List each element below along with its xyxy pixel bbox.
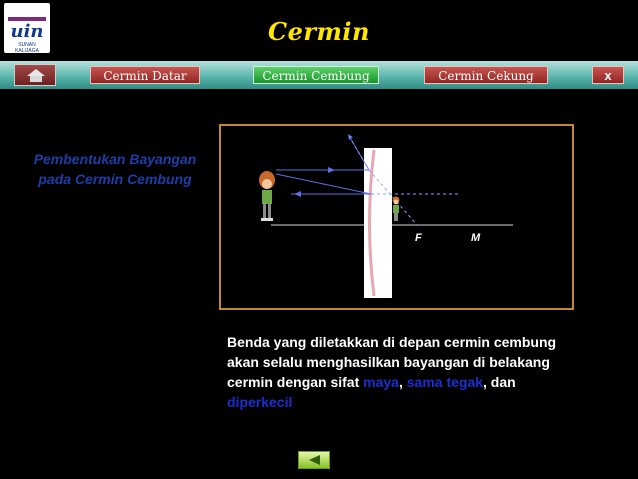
page-title: Cermin [268, 17, 370, 46]
description-main: Benda yang diletakkan di depan cermin cembung akan selalu menghasilkan bayangan di belakang cermin dengan sifat [227, 334, 557, 390]
back-button[interactable] [298, 451, 330, 469]
tab-cermin-cekung[interactable]: Cermin Cekung [424, 66, 548, 84]
focal-point-label: F [415, 232, 422, 244]
ray-diagram [221, 126, 572, 308]
home-button[interactable] [14, 64, 56, 86]
logo-subtext: SUNAN KALIJAGA [15, 42, 39, 54]
logo-text: uin [10, 21, 44, 42]
section-heading-line2: pada Cermin Cembung [38, 171, 192, 187]
close-button[interactable]: x [592, 66, 624, 84]
separator-1: , [398, 374, 407, 390]
property-sama-tegak: sama tegak [406, 374, 484, 390]
object-person [259, 171, 275, 221]
tab-cermin-datar[interactable]: Cermin Datar [90, 66, 200, 84]
incident-ray-2 [276, 174, 371, 194]
triangle-left-icon [307, 454, 321, 466]
center-point-label: M [471, 232, 481, 244]
separator-2: , dan [483, 374, 516, 390]
section-heading-line1: Pembentukan Bayangan [33, 151, 197, 167]
home-icon [27, 69, 45, 82]
description-text [227, 332, 557, 412]
ray-arrow-3 [294, 191, 301, 197]
convex-mirror-diagram [219, 124, 574, 310]
image-person [393, 197, 400, 222]
property-diperkecil: diperkecil [227, 394, 293, 410]
property-maya: maya [363, 374, 399, 390]
ray-arrow-1 [328, 167, 335, 173]
tab-cermin-cembung[interactable]: Cermin Cembung [253, 66, 379, 84]
section-heading [25, 149, 205, 189]
